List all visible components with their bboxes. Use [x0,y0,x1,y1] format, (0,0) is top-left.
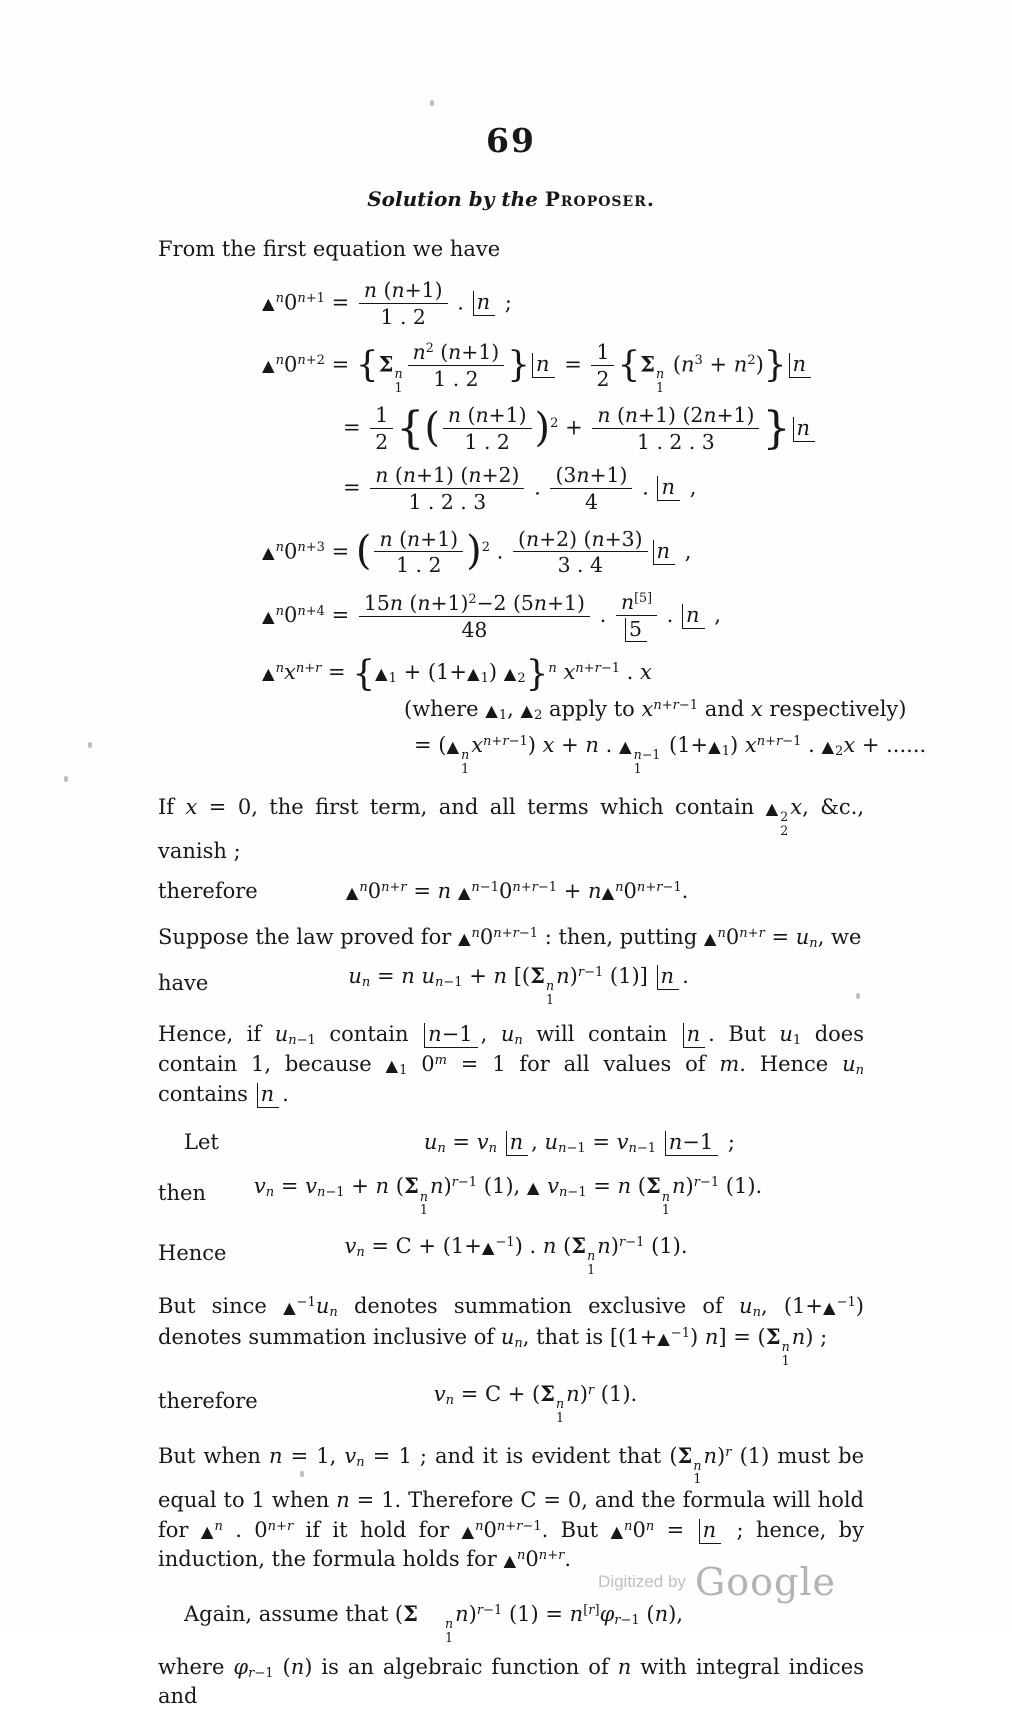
delta-triangle: ▲ [262,607,275,627]
delta-triangle: ▲ [520,701,534,720]
delta-triangle: ▲ [345,883,359,903]
para-again: Again, assume that (Σ n 1 n)$^{r-1}$ $(1) = n[r]\varphi_{r-1}$ (n), [184,1601,683,1646]
delta-triangle: ▲ [262,664,275,684]
delta-triangle: ▲ [708,737,721,756]
factorial-angle-notation: n [506,1131,529,1156]
row-have-equation: $u_n = n$ $u_{n-1} + n$ [(Σ n 1 n)$^{r-1}$ (1)] n . [348,962,689,1007]
delta-triangle: ▲ [823,1298,836,1317]
factorial-angle-notation: n [699,1519,722,1544]
section-heading [158,185,864,213]
scan-speck [856,993,860,999]
para-suppose: Suppose the law proved for $▲^n0^{n+r-1}$ : then, putting $▲^n0^{n+r} = u_n$, we [158,925,862,951]
row-then-label: then [158,1181,206,1206]
document-body [158,235,927,1712]
eq-delta-x-nr: $▲^nx^{n+r}$ = {$▲_1$ + $(1+▲_1)$ $▲_2\}^n$ $x^{n+r-1}$ . x [262,652,652,694]
row-then [158,1171,864,1216]
eq-where-note: (where $▲_1$, $▲_2$ apply to $x^{n+r-1}$ and x respectively) [404,697,907,723]
factorial-angle-notation: n [257,1083,280,1108]
digitized-by-text: Digitized by [598,1572,686,1591]
factorial-angle-notation: n [653,540,676,565]
delta-triangle: ▲ [461,1521,475,1541]
row-then-equation: $v_n = v_{n-1} + n$ (Σ n 1 n)$^{r-1}$ (1), ▲ $v_{n-1} = n$ (Σ n 1 n)$^{r-1}$ (1). [253,1173,763,1218]
eq-delta-0-n2-a: $▲^n0^{n+2} = \{\Sigma$ n 1 $\frac{n^2 (n+1)}{1 . 2}$ } n = $\frac{1}{2}$ {Σ n 1 $(n^3 + n^2)$} n [262,341,864,395]
delta-triangle: ▲ [703,929,717,948]
factorial-angle-notation: n−1 [424,1023,478,1048]
delta-triangle: ▲ [526,1178,540,1198]
digitized-footer [598,1560,836,1604]
row-let-equation: $u_n = v_n$ n , $u_{n-1} = v_{n-1}$ n−1 ; [423,1129,735,1156]
factorial-angle-notation: 5 [625,618,647,642]
row-let-label: Let [184,1129,219,1154]
row-therefore-2-label: therefore [158,1388,258,1413]
factorial-angle-notation: n [657,965,680,990]
row-hence-equation: $v_n = C$ + (1+▲$^{-1}$) . n (Σ n 1 n)$^{r-1}$ (1). [344,1232,688,1277]
delta-triangle: ▲ [821,737,835,756]
factorial-angle-notation: n [657,476,680,501]
delta-triangle: ▲ [503,664,517,684]
delta-triangle: ▲ [481,1238,495,1257]
eq-delta-0-n4: $▲^n0^{n+4}$ = $\frac{15n (n+1)^2-2 (5n+1)}{48}$ . $\frac{n^{[5]}}{5}$ . n , [262,590,721,642]
eq-delta-0-n3: $▲^n0^{n+3}$ = ( $\frac{n (n+1)}{1 . 2}$ )$^2$ . $\frac{(n+2) (n+3)}{3 . 4}$ n , [262,526,692,578]
heading-italic-part: Solution by the [367,186,545,211]
delta-triangle: ▲ [618,737,632,756]
google-logo: Google [694,1560,836,1604]
page-number: 69 [486,121,536,160]
para-where: where $\varphi_{r-1}$ (n) is an algebraic function of n with integral indices and [158,1654,864,1709]
factorial-angle-notation: n [682,604,705,629]
heading-smallcaps-part: Proposer. [544,186,655,211]
delta-triangle: ▲ [375,664,388,684]
delta-triangle: ▲ [457,883,471,903]
row-let [158,1128,864,1158]
eq-delta-0-n1: $▲^n0^{n+1}$ = $\frac{n (n+1)}{1 . 2}$ . n ; [262,278,512,329]
delta-triangle: ▲ [283,1298,296,1317]
para-hence-if: Hence, if $u_{n-1}$ contain n−1 , $u_n$ will contain n . But $u_1$ does contain 1, because $▲_1$ $0^m = 1$ for all values of m. Hence $u_n$ contains n . [158,1022,864,1106]
row-therefore-2 [158,1379,864,1424]
scan-speck [430,100,434,106]
row-have [158,961,864,1006]
scan-speck [88,742,92,748]
delta-triangle: ▲ [657,1329,670,1348]
row-have-label: have [158,970,209,995]
delta-triangle: ▲ [457,929,471,948]
row-hence-label: Hence [158,1240,227,1265]
scan-speck [64,776,68,782]
page-content [158,118,927,1712]
eq-delta-0-n2-c: = $\frac{n (n+1) (n+2)}{1 . 2 . 3}$ . $\frac{(3n+1)}{4}$ . n , [343,462,697,514]
delta-triangle: ▲ [765,799,779,818]
factorial-angle-notation: n [683,1023,706,1048]
factorial-angle-notation: n [789,353,812,378]
eq-expansion: = (▲ n 1 $x^{n+r-1}$) x + n . ▲ n−1 1 $(1+▲_1)$ $x^{n+r-1}$ . $▲_2x$ + ...... [414,732,927,776]
delta-triangle: ▲ [446,737,460,756]
row-hence [158,1231,864,1276]
factorial-angle-notation: n [793,417,816,442]
scan-speck [300,1471,304,1477]
factorial-angle-notation: n [532,353,555,378]
delta-triangle: ▲ [503,1551,517,1571]
para-if-x0: If x = 0, the first term, and all terms which contain ▲ 2 2 x, &c., vanish ; [158,795,865,864]
para-but-when: But when n = 1, $v_n = 1$ ; and it is evident that (Σ n 1 n)$^r$ (1) must be equal to 1 when n = 1. Therefore C = 0, and the formula will hold for ▲$^n$ . $0^{n+r}$ if it hold for $▲^n0^{n+r-1}$. But $▲^n0^n = n$ ; hence, by induction, the formula holds for $▲^n0^{n+r}$. [158,1442,864,1572]
row-therefore-2-equation: $v_n = C + (\Sigma$ n 1 n)$^r$ (1). [433,1381,638,1425]
row-therefore-1 [158,877,864,907]
delta-triangle: ▲ [200,1521,214,1541]
delta-triangle: ▲ [601,883,615,903]
para-but-since: But since $▲^{-1}u_n$ denotes summation exclusive of $u_n$, (1+▲$^{-1}$) denotes summation inclusive of $u_n$, that is [(1+▲$^{-1}$) n] = (Σ n 1 n) ; [158,1294,864,1368]
delta-triangle: ▲ [485,701,498,720]
delta-triangle: ▲ [262,543,275,562]
row-therefore-1-equation: $▲^n0^{n+r} = n$ $▲^{n-1}0^{n+r-1}$ + $n▲^n0^{n+r-1}$. [345,879,689,904]
row-therefore-1-label: therefore [158,879,258,904]
factorial-angle-notation: n [473,291,496,316]
delta-triangle: ▲ [610,1521,624,1541]
delta-triangle: ▲ [385,1056,399,1075]
para-intro: From the first equation we have [158,237,501,262]
delta-triangle: ▲ [467,664,480,684]
eq-delta-0-n2-b: = $\frac{1}{2}$ {( $\frac{n (n+1)}{1 . 2}$ )$^2$ + $\frac{n (n+1) (2n+1)}{1 . 2 . 3}$ } n [343,404,864,454]
factorial-angle-notation: n−1 [665,1131,719,1156]
delta-triangle: ▲ [262,356,275,375]
delta-triangle: ▲ [262,294,275,314]
